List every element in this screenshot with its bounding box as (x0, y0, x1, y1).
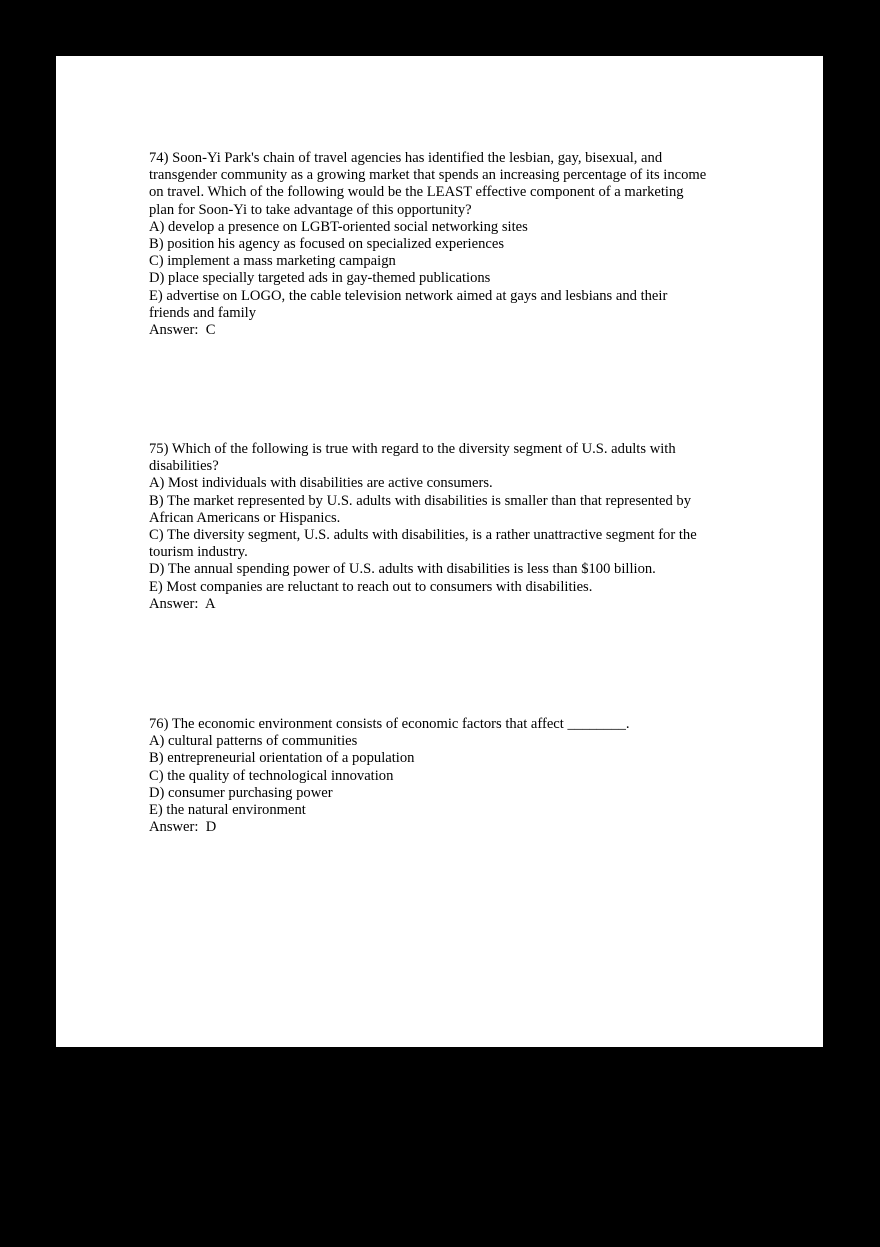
question-stem: plan for Soon-Yi to take advantage of this opportunity? (149, 201, 472, 218)
option-a: A) Most individuals with disabilities are active consumers. (149, 475, 493, 492)
document-page (56, 56, 823, 1047)
option-d: D) consumer purchasing power (149, 784, 333, 801)
answer: Answer: C (149, 322, 216, 339)
question-stem: 75) Which of the following is true with regard to the diversity segment of U.S. adults with (149, 441, 676, 457)
option-b: B) The market represented by U.S. adults with disabilities is smaller than that represented by (149, 492, 691, 509)
question-76 (149, 716, 729, 836)
option-c: C) implement a mass marketing campaign (149, 253, 396, 270)
option-a: A) cultural patterns of communities (149, 733, 358, 750)
question-74 (149, 150, 729, 339)
option-d: D) place specially targeted ads in gay-themed publications (149, 270, 491, 287)
option-e: E) Most companies are reluctant to reach out to consumers with disabilities. (149, 578, 593, 595)
option-e: E) the natural environment (149, 802, 306, 819)
question-stem: 76) The economic environment consists of economic factors that affect ________. (149, 716, 630, 732)
option-c-continued: tourism industry. (149, 544, 248, 561)
option-e: E) advertise on LOGO, the cable television network aimed at gays and lesbians and their (149, 287, 668, 304)
question-stem: disabilities? (149, 458, 219, 475)
option-b-continued: African Americans or Hispanics. (149, 509, 341, 526)
question-stem: 74) Soon-Yi Park's chain of travel agencies has identified the lesbian, gay, bisexual, and (149, 150, 663, 166)
question-stem: on travel. Which of the following would be the LEAST effective component of a marketing (149, 184, 684, 201)
option-a: A) develop a presence on LGBT-oriented social networking sites (149, 218, 528, 235)
option-d: D) The annual spending power of U.S. adults with disabilities is less than $100 billion. (149, 561, 656, 578)
option-c: C) The diversity segment, U.S. adults with disabilities, is a rather unattractive segment for the (149, 527, 697, 544)
option-e-continued: friends and family (149, 304, 256, 321)
question-stem: transgender community as a growing market that spends an increasing percentage of its income (149, 167, 707, 184)
option-c: C) the quality of technological innovation (149, 767, 394, 784)
answer: Answer: D (149, 819, 217, 836)
question-75 (149, 441, 729, 613)
option-b: B) position his agency as focused on specialized experiences (149, 236, 504, 253)
answer: Answer: A (149, 595, 216, 612)
option-b: B) entrepreneurial orientation of a population (149, 750, 415, 767)
